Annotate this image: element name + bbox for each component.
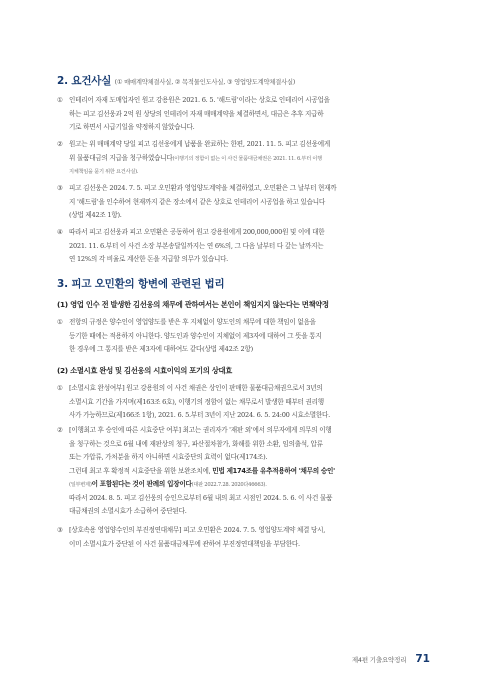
line-text: 이미 소멸시효가 중단된 이 사건 물품대금채무에 관하여 부진정연대책임을 부담한다.	[69, 539, 300, 548]
paragraph	[57, 94, 435, 135]
subheading-2: (2) 소멸시효 완성 및 김선웅의 시효이익의 포기의 상대효	[57, 366, 233, 375]
line-emphasis: 이 포함된다는 것이 판례의 입장이다	[91, 480, 192, 488]
line-text: 피고 김선웅은 2024. 7. 5. 피고 오민환과 영업양도계약을 체결하였고, 오민환은 그 날부터 현재까	[69, 184, 337, 192]
text-line	[57, 165, 435, 179]
text-line	[57, 396, 435, 410]
paragraph	[57, 226, 435, 267]
page-footer	[352, 647, 430, 666]
text-line	[57, 253, 435, 267]
line-citation: (대판 2022.7.28. 2020다46663).	[191, 482, 267, 488]
text-line	[57, 196, 435, 210]
line-text: 따라서 피고 김선웅과 피고 오민환은 공동하여 원고 강용원에게 200,000,000원 및 이에 대한	[69, 228, 325, 236]
line-text: 2021. 11. 6.부터 이 사건 소장 부본송달일까지는 연 6%의, 그 다음 날부터 다 갚는 날까지는	[69, 241, 324, 250]
line-emphasis: 민법 제174조를 유추적용하여 '채무의 승인'	[212, 466, 335, 475]
text-line	[57, 121, 435, 135]
line-note: (이행기의 정함이 없는 이 사건 물품대금채권은 2021. 11. 6.부터 이행	[172, 155, 322, 162]
item-marker: ③	[57, 184, 63, 192]
item-marker: ①	[57, 318, 63, 326]
text-line	[57, 343, 435, 357]
text-line	[57, 316, 435, 330]
line-text: [소멸시효 완성여부] 원고 강용원의 이 사건 채권은 상인이 판매한 물품대금채권으로서 3년의	[69, 384, 323, 392]
text-line	[57, 409, 435, 423]
section-3-title: 피고 오민환의 항변에 관련된 법리	[71, 278, 225, 290]
text-line	[57, 330, 435, 344]
item-marker: ②	[57, 426, 63, 434]
line-text: (상법 제42조 1항).	[69, 211, 122, 219]
text-line	[57, 209, 435, 223]
line-text: 기로 하면서 시급기일을 약정하지 않았습니다.	[69, 123, 195, 131]
text-line	[57, 108, 435, 122]
text-line	[57, 451, 435, 465]
line-text: 그런데 최고 후 확정적 시효중단을 위한 보완조치에,	[69, 466, 213, 475]
line-text: 대금채권의 소멸시효가 소급하여 중단된다.	[69, 507, 187, 515]
line-text: 지 '해드림'을 인수하여 현재까지 같은 장소에서 같은 상호로 인테리어 시공업을 하고 있습니다	[69, 197, 325, 206]
line-note: 지체책임을 묻기 위한 요건사실).	[69, 169, 139, 175]
line-text: 등기한 때에는 적용하지 아니한다. 양도인과 양수인이 지체없이 제3자에 대하여 그 뜻을 통지	[69, 331, 322, 340]
section-3-number: 3.	[57, 278, 68, 290]
text-line	[57, 182, 435, 196]
line-note: (일부변제)	[69, 482, 92, 488]
section-3-heading	[57, 276, 224, 291]
text-line	[57, 492, 435, 506]
line-text: 연 12%의 각 비율로 계산한 돈을 지급할 의무가 있습니다.	[69, 255, 229, 263]
text-line	[57, 138, 435, 152]
text-line	[57, 424, 435, 438]
paragraph	[57, 424, 435, 519]
text-line	[57, 438, 435, 452]
line-text: 전항의 규정은 양수인이 영업양도를 받은 후 지체없이 양도인의 채무에 대한 책임이 없음을	[69, 318, 316, 326]
section-2-title: 요건사실	[71, 75, 112, 87]
line-text: 소멸시효 기간을 가지며(제163조 6호), 이행기의 정함이 없는 채무로서 발생한 때부터 권리행	[69, 397, 324, 406]
text-line	[57, 94, 435, 108]
paragraph	[57, 382, 435, 423]
footer-chapter-label: 제4편 기출요약정리	[351, 656, 407, 664]
paragraph	[57, 138, 435, 179]
line-text: 위 물품대금의 지급을 청구하였습니다	[69, 153, 173, 162]
text-line	[57, 538, 435, 552]
text-line	[57, 226, 435, 240]
line-text: 사가 가능하므로(제166조 1항), 2021. 6. 5.부터 3년이 지난 2024. 6. 5. 24:00 시효소멸한다.	[69, 411, 331, 419]
line-text: 을 청구하는 것으로 6월 내에 재판상의 청구, 파산절차참가, 화해를 위한 소환, 임의출석, 압류	[69, 439, 323, 448]
line-text: 한 경우에 그 통지를 받은 제3자에 대하여도 같다(상법 제42조 2항)	[69, 345, 253, 353]
paragraph	[57, 316, 435, 357]
text-line	[57, 152, 435, 166]
text-line	[57, 524, 435, 538]
text-line	[57, 240, 435, 254]
paragraph	[57, 182, 435, 223]
line-text: 하는 피고 김선웅과 2억 원 상당의 인테리어 자재 매매계약을 체결하면서, 대금은 추후 지급하	[69, 109, 324, 118]
line-text: 따라서 2024. 8. 5. 피고 김선웅의 승인으로부터 6월 내의 최고 시점인 2024. 5. 6. 이 사건 물품	[69, 493, 333, 502]
section-2-number: 2.	[57, 75, 68, 87]
section-2-heading	[57, 73, 295, 88]
item-marker: ③	[57, 526, 63, 534]
paragraph	[57, 524, 435, 551]
line-text: 원고는 위 매매계약 당일 피고 김선웅에게 납품을 완료하는 한편, 2021. 11. 5. 피고 김선웅에게	[69, 140, 330, 148]
line-text: [상호속용 영업양수인의 부진정연대채무] 피고 오민환은 2024. 7. 5. 영업양도계약 체결 당시,	[69, 526, 326, 534]
line-text: 또는 가압류, 가처분을 하지 아니하면 시효중단의 효력이 없다(제174조).	[69, 453, 268, 461]
line-text: [이행최고 후 승인에 따른 시효중단 여부] 최고는 권리자가 '재판 외'에서 의무자에게 의무의 이행	[69, 426, 332, 434]
section-2-subtitle: (① 매매계약체결사실, ② 목적물인도사실, ③ 영업양도계약체결사실)	[114, 79, 296, 86]
text-line	[57, 465, 435, 479]
item-marker: ②	[57, 140, 63, 148]
item-marker: ①	[57, 96, 63, 104]
page-number: 71	[415, 653, 430, 665]
text-line	[57, 505, 435, 519]
item-marker: ①	[57, 384, 63, 392]
text-line	[57, 478, 435, 492]
text-line	[57, 382, 435, 396]
line-text: 인테리어 자재 도매업자인 원고 강용원은 2021. 6. 5. '해드림'이라는 상호로 인테리어 시공업을	[69, 96, 330, 104]
item-marker: ④	[57, 228, 63, 236]
subheading-1: (1) 영업 인수 전 발생한 김선웅의 채무에 관하여서는 본인이 책임지지 않는다는 면책약정	[57, 300, 329, 309]
